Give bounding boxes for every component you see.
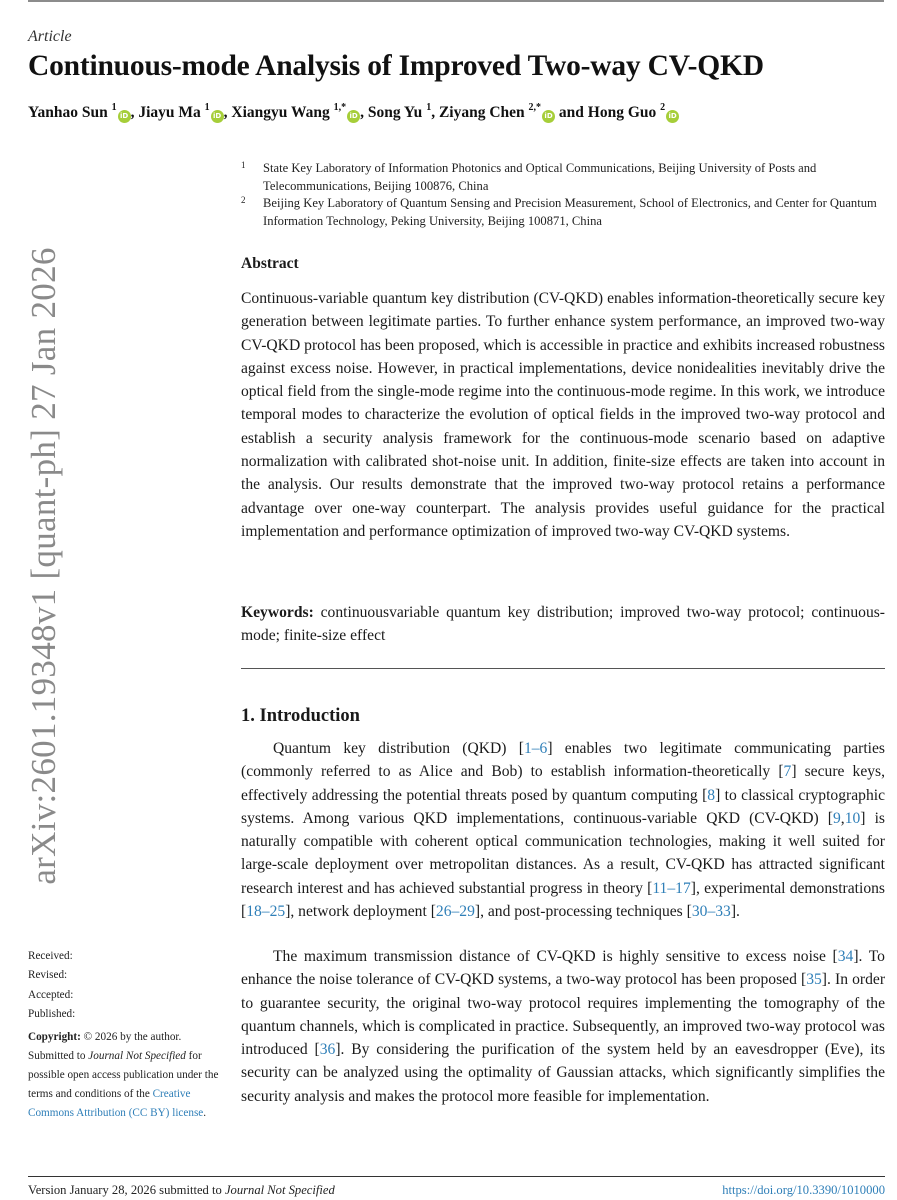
citation-link[interactable]: 10 [844,809,861,827]
affiliation-2 [241,195,886,230]
received-label: Received: [28,950,73,962]
arxiv-identifier-stamp[interactable]: arXiv:2601.19348v1 [quant-ph] 27 Jan 2026 [24,247,63,885]
paragraph-text: ] is naturally compatible with coherent optical communication technologies, making it well suited for large-scale deployment over metropolitan distances. As a result, CV-QKD has attracted significant research interest and has achieved substantial progress in theory [ [241,809,885,897]
article-type-label: Article [28,28,72,45]
keywords [241,601,885,648]
citation-link[interactable]: 7 [783,763,792,781]
author-name: Xiangyu Wang [231,104,334,121]
paragraph-text: The maximum transmission distance of CV-QKD is highly sensitive to excess noise [ [273,948,838,965]
paper-title: Continuous-mode Analysis of Improved Two-way CV-QKD [28,50,764,82]
author-name: Yanhao Sun [28,104,112,121]
author-name: Jiayu Ma [138,104,205,121]
citation-link[interactable]: 1–6 [523,740,548,757]
author-name: Song Yu [367,104,427,121]
header-rule [28,0,884,2]
keywords-text: continuousvariable quantum key distribution; improved two-way protocol; continuous-mode; finite-size effect [241,604,885,645]
author-affiliation-marker: 1 [426,102,432,113]
affiliation-number: 1 [241,160,246,170]
version-text: Version January 28, 2026 submitted to [28,1183,225,1197]
citation-link[interactable]: 36 [319,1041,336,1059]
affiliation-1 [241,160,886,195]
paragraph-text: Quantum key distribution (QKD) [ [273,740,524,757]
citation-link[interactable]: 11–17 [652,879,691,897]
author-affiliation-marker: 1,* [333,102,347,113]
orcid-icon[interactable]: iD [666,110,679,123]
paragraph-text: ], network deployment [ [285,903,436,921]
doi-link[interactable]: https://doi.org/10.3390/1010000 [722,1183,885,1197]
publication-info-sidebar [28,947,228,1124]
affiliations [241,160,886,230]
abstract-text: Continuous-variable quantum key distribution (CV-QKD) enables information-theoretically secure key generation between legitimate parties. To further enhance system performance, an improved two-way CV-QKD protocol has been proposed, which is accessible in practice and exhibits increased robustness against excess noise. However, in practical implementations, device nonidealities inevitably drive the optical field from the single-mode regime into the continuous-mode regime. In this work, we introduce temporal modes to characterize the evolution of optical fields in the improved two-way protocol and establish a security analysis framework for the continuous-mode scenario based on adaptive normalization with calibrated shot-noise unit. In addition, finite-size effects are taken into account in the analysis. Our results demonstrate that the improved two-way protocol retains a performance advantage over one-way counterpart. The analysis provides useful guidance for the practical implementation and performance optimization of improved two-way CV-QKD systems. [241,290,885,540]
footer-version [28,1183,335,1198]
orcid-icon[interactable]: iD [211,110,224,123]
copyright-label: Copyright: [28,1030,81,1043]
section-divider [241,668,885,669]
affiliation-text: State Key Laboratory of Information Photonics and Optical Communications, Beijing University of Posts and Telecommunications, Beijing 100876, China [263,161,817,193]
paragraph-text: ]. By considering the purification of the system held by an eavesdropper (Eve), its security can be analyzed using the optimality of Gaussian attacks, which significantly simplifies the security analysis and makes the protocol more feasible for implementation. [241,1041,886,1105]
copyright-text: © 2026 by the author. [80,1030,182,1043]
published-label: Published: [28,1008,76,1021]
orcid-icon[interactable]: iD [347,110,360,123]
paragraph-text: ], experimental demonstrations [ [241,879,885,921]
citation-link[interactable]: 30–33 [691,903,731,921]
paragraph-text: ]. To enhance the noise tolerance of CV-QKD systems, a two-way protocol has been proposed [ [241,948,885,989]
citation-link[interactable]: 35 [806,971,822,989]
author-name: Hong Guo [587,104,661,121]
license-terms-text: for possible open access publication under the terms and conditions of the [28,1049,219,1101]
intro-paragraph-2 [241,945,885,1108]
revised-label: Revised: [28,969,68,982]
affiliation-number: 2 [241,195,246,205]
paragraph-text: ], and post-processing techniques [ [474,903,692,921]
author-list [28,104,679,123]
orcid-icon[interactable]: iD [542,110,555,123]
affiliation-text: Beijing Key Laboratory of Quantum Sensing and Precision Measurement, School of Electronics, and Center for Quantum Information Technology, Peking University, Beijing 100871, China [263,196,877,228]
paragraph-text: ]. In order to guarantee security, the original two-way protocol requires implementing the tomography of the quantum channels, which is complicated in practice. Subsequently, an improved two-way protocol was introduced [ [241,971,886,1059]
footer-rule [28,1176,885,1177]
author-affiliation-marker: 2 [660,102,666,113]
paragraph-text: ] to classical cryptographic systems. Among various QKD implementations, continuous-variable QKD (CV-QKD) [ [241,786,885,827]
author-separator: , [223,104,232,121]
author-name: Ziyang Chen [438,104,529,121]
paragraph-text: ]. [730,903,740,921]
paragraph-text: ] enables two legitimate communicating parties (commonly referred to as Alice and Bob) to establish information-theoretically [ [241,740,885,781]
accepted-label: Accepted: [28,988,74,1001]
author-separator: and [555,104,588,121]
author-affiliation-marker: 1 [111,102,117,113]
section-heading-introduction: 1. Introduction [241,706,360,726]
cc-by-license-link[interactable]: Creative Commons Attribution (CC BY) license [28,1088,204,1120]
copyright-notice [28,1028,228,1124]
submitted-to-text: Submitted to [28,1049,89,1062]
period: . [203,1107,207,1120]
journal-name: Journal Not Specified [88,1049,186,1062]
intro-paragraph-1 [241,737,885,923]
citation-link[interactable]: 9 [833,809,841,827]
orcid-icon[interactable]: iD [118,110,131,123]
citation-link[interactable]: 26–29 [435,903,475,921]
citation-link[interactable]: 18–25 [246,903,286,921]
citation-link[interactable]: 34 [837,948,854,965]
author-affiliation-marker: 1 [204,102,210,113]
author-separator: , [130,104,139,121]
author-affiliation-marker: 2,* [528,102,542,113]
citation-link[interactable]: 8 [707,786,716,804]
author-separator: , [360,104,368,121]
keywords-label: Keywords: [241,604,314,621]
paragraph-text: ] secure keys, effectively addressing the potential threats posed by quantum computing [ [241,763,886,804]
author-separator: , [431,104,439,121]
paragraph-text: , [840,809,845,827]
abstract-heading: Abstract [241,255,299,272]
footer-journal-name: Journal Not Specified [224,1183,335,1197]
